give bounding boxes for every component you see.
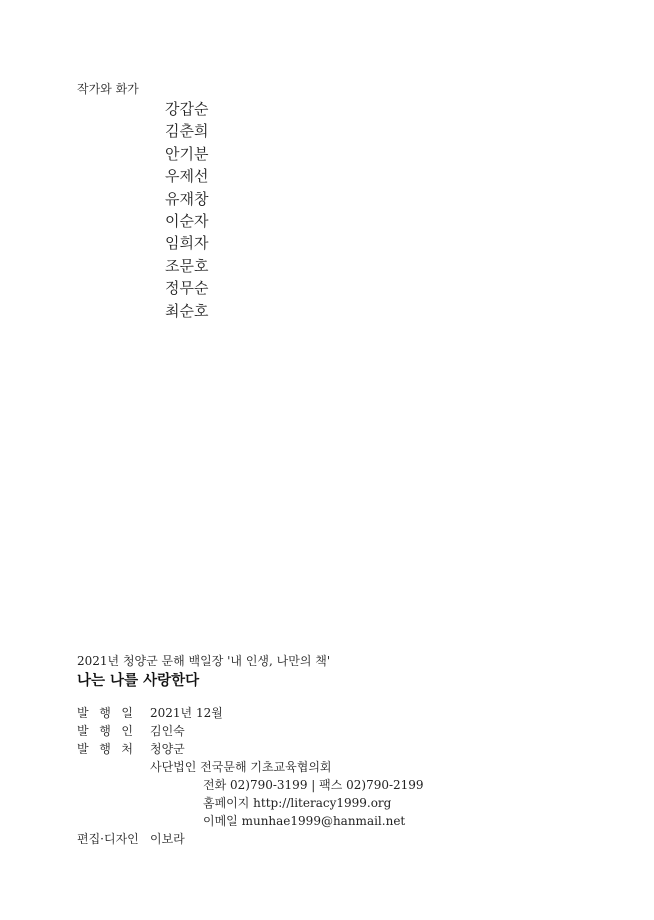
- publishing-office-label: 발 행 처: [77, 742, 133, 756]
- book-title: 나는 나를 사랑한다: [77, 673, 200, 689]
- phone-fax: 전화 02)790-3199 | 팩스 02)790-2199: [203, 778, 424, 792]
- email: 이메일 munhae1999@hanmail.net: [203, 814, 406, 828]
- author-name: 정무순: [165, 279, 209, 298]
- publisher-value: 김인숙: [150, 724, 185, 738]
- association-name: 사단법인 전국문해 기초교육협의회: [150, 760, 332, 774]
- author-list: [165, 98, 208, 322]
- publication-date-value: 2021년 12월: [150, 706, 223, 720]
- authors-label: 작가와 화가: [77, 82, 139, 96]
- series-title: 2021년 청양군 문해 백일장 '내 인생, 나만의 책': [77, 654, 331, 668]
- author-name: 김춘희: [165, 122, 209, 141]
- design-value: 이보라: [150, 832, 185, 846]
- author-name: 최순호: [165, 301, 209, 320]
- publishing-office-value: 청양군: [150, 742, 185, 756]
- author-name: 우제선: [165, 167, 209, 186]
- author-name: 안기분: [165, 144, 209, 163]
- publisher-label: 발 행 인: [77, 724, 133, 738]
- author-name: 이순자: [165, 211, 209, 230]
- author-name: 유재창: [165, 189, 209, 208]
- publication-date-label: 발 행 일: [77, 706, 133, 720]
- author-name: 조문호: [165, 256, 209, 275]
- design-label: 편집·디자인: [77, 832, 139, 846]
- author-name: 임희자: [165, 234, 209, 253]
- homepage: 홈페이지 http://literacy1999.org: [203, 796, 392, 810]
- author-name: 강갑순: [165, 100, 209, 118]
